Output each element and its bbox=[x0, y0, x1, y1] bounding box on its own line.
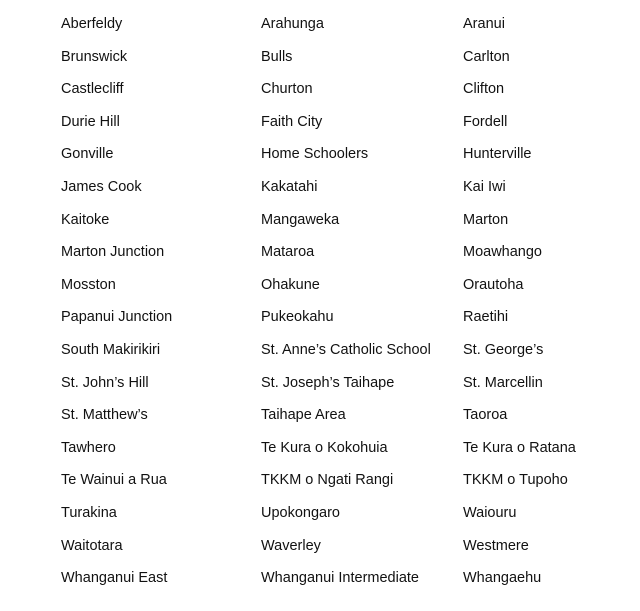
school-name-cell: Whanganui East bbox=[61, 570, 168, 587]
school-name-cell: St. Anne’s Catholic School bbox=[261, 341, 431, 358]
school-name-cell: James Cook bbox=[61, 178, 142, 195]
school-name-cell: St. George’s bbox=[463, 341, 544, 358]
school-name-cell: Aberfeldy bbox=[61, 16, 123, 32]
school-name-cell: Ohakune bbox=[261, 276, 320, 293]
school-name-cell: Churton bbox=[261, 81, 313, 98]
school-name-cell: Upokongaro bbox=[261, 504, 340, 521]
school-name-cell: Kakatahi bbox=[261, 178, 318, 195]
school-name-cell: Mosston bbox=[61, 276, 116, 293]
school-name-cell: Aranui bbox=[463, 16, 505, 32]
school-name-cell: Durie Hill bbox=[61, 113, 120, 130]
school-name-cell: Waiouru bbox=[463, 504, 517, 521]
school-name-cell: Gonville bbox=[61, 146, 114, 163]
school-name-cell: Marton bbox=[463, 211, 509, 228]
school-name-cell: South Makirikiri bbox=[61, 341, 161, 358]
school-name-cell: Te Wainui a Rua bbox=[61, 472, 167, 489]
school-name-cell: Waverley bbox=[261, 537, 321, 554]
school-name-cell: St. John’s Hill bbox=[61, 374, 149, 391]
school-name-cell: Turakina bbox=[61, 504, 117, 521]
school-name-cell: Moawhango bbox=[463, 244, 542, 261]
school-name-cell: St. Matthew’s bbox=[61, 407, 148, 424]
school-name-cell: Pukeokahu bbox=[261, 309, 334, 326]
school-name-cell: Hunterville bbox=[463, 146, 532, 163]
school-name-cell: Mataroa bbox=[261, 244, 315, 261]
school-name-cell: Clifton bbox=[463, 81, 505, 98]
school-name-cell: TKKM o Ngati Rangi bbox=[261, 472, 394, 489]
school-name-cell: Bulls bbox=[261, 48, 293, 65]
school-name-cell: Castlecliff bbox=[61, 81, 124, 98]
school-name-cell: Raetihi bbox=[463, 309, 509, 326]
school-name-cell: Home Schoolers bbox=[261, 146, 369, 163]
school-name-cell: Marton Junction bbox=[61, 244, 165, 261]
school-name-cell: Kai Iwi bbox=[463, 178, 506, 195]
school-name-cell: Whangaehu bbox=[463, 570, 542, 587]
school-name-cell: Orautoha bbox=[463, 276, 524, 293]
school-name-cell: Mangaweka bbox=[261, 211, 340, 228]
school-name-cell: St. Joseph’s Taihape bbox=[261, 374, 395, 391]
school-name-cell: Carlton bbox=[463, 48, 510, 65]
school-name-cell: Whanganui Intermediate bbox=[261, 570, 419, 587]
school-name-cell: TKKM o Tupoho bbox=[463, 472, 568, 489]
school-name-cell: Te Kura o Kokohuia bbox=[261, 439, 388, 456]
school-name-cell: Arahunga bbox=[261, 16, 324, 32]
school-name-cell: Taoroa bbox=[463, 407, 508, 424]
school-name-cell: Te Kura o Ratana bbox=[463, 439, 576, 456]
school-name-cell: Fordell bbox=[463, 113, 508, 130]
school-name-cell: Taihape Area bbox=[261, 407, 346, 424]
school-name-cell: Westmere bbox=[463, 537, 529, 554]
school-name-cell: Kaitoke bbox=[61, 211, 110, 228]
school-name-grid bbox=[61, 8, 631, 595]
school-name-cell: Papanui Junction bbox=[61, 309, 173, 326]
school-name-cell: Tawhero bbox=[61, 439, 116, 456]
school-name-cell: Faith City bbox=[261, 113, 323, 130]
school-name-cell: Brunswick bbox=[61, 48, 128, 65]
school-name-cell: St. Marcellin bbox=[463, 374, 543, 391]
school-name-cell: Waitotara bbox=[61, 537, 123, 554]
